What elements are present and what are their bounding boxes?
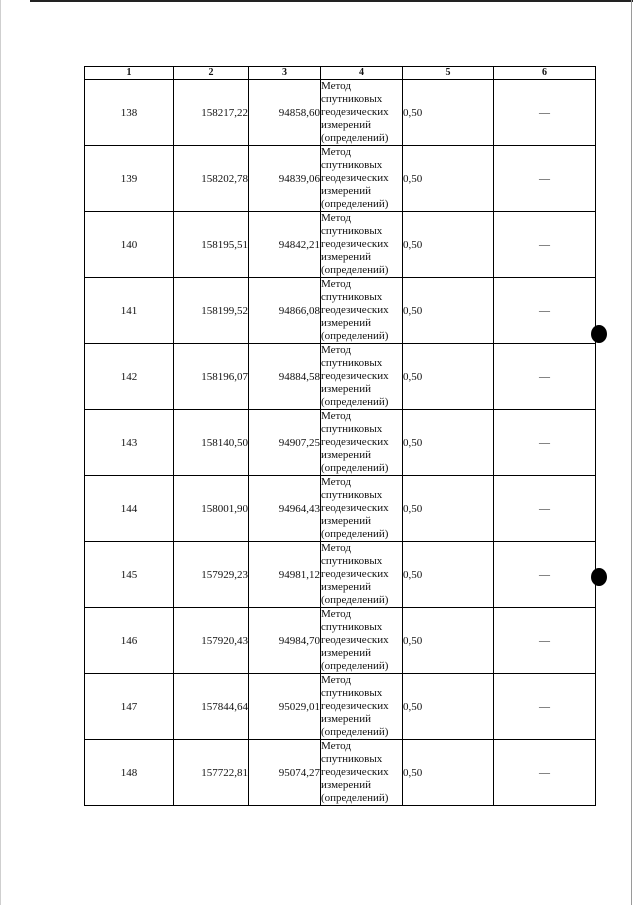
page-left-edge [0,0,1,905]
method-line: измерений [321,713,371,725]
note-cell: — [494,674,596,740]
accuracy-cell: 0,50 [403,344,494,410]
y-coordinate-cell: 94964,43 [249,476,321,542]
method-line: Метод [321,146,351,158]
method-line: измерений [321,317,371,329]
method-line: геодезических [321,304,389,316]
method-cell [321,146,403,212]
point-number-cell: 145 [85,542,174,608]
method-cell [321,278,403,344]
accuracy-cell: 0,50 [403,608,494,674]
method-line: (определений) [321,528,389,540]
accuracy-cell: 0,50 [403,674,494,740]
table-row [85,476,596,542]
coordinates-table [84,66,596,806]
method-line: (определений) [321,264,389,276]
accuracy-cell: 0,50 [403,476,494,542]
x-coordinate-cell: 158140,50 [174,410,249,476]
accuracy-cell: 0,50 [403,212,494,278]
method-line: Метод [321,212,351,224]
point-number-cell: 140 [85,212,174,278]
method-line: (определений) [321,198,389,210]
column-header-6: 6 [494,67,596,80]
note-cell: — [494,476,596,542]
y-coordinate-cell: 94884,58 [249,344,321,410]
point-number-cell: 139 [85,146,174,212]
table-row [85,410,596,476]
point-number-cell: 138 [85,80,174,146]
method-line: измерений [321,185,371,197]
x-coordinate-cell: 158202,78 [174,146,249,212]
x-coordinate-cell: 157920,43 [174,608,249,674]
column-header-1: 1 [85,67,174,80]
method-line: спутниковых [321,93,383,105]
page-right-edge [631,0,632,905]
column-header-2: 2 [174,67,249,80]
note-cell: — [494,344,596,410]
note-cell: — [494,410,596,476]
x-coordinate-cell: 157844,64 [174,674,249,740]
column-header-4: 4 [321,67,403,80]
accuracy-cell: 0,50 [403,740,494,806]
method-cell [321,608,403,674]
method-line: геодезических [321,634,389,646]
note-cell: — [494,608,596,674]
note-cell: — [494,740,596,806]
method-line: измерений [321,647,371,659]
method-line: геодезических [321,172,389,184]
point-number-cell: 147 [85,674,174,740]
method-line: Метод [321,476,351,488]
method-line: Метод [321,278,351,290]
method-line: (определений) [321,792,389,804]
table-row [85,278,596,344]
method-cell [321,476,403,542]
column-header-3: 3 [249,67,321,80]
note-cell: — [494,80,596,146]
method-line: геодезических [321,568,389,580]
point-number-cell: 142 [85,344,174,410]
y-coordinate-cell: 95029,01 [249,674,321,740]
method-line: Метод [321,608,351,620]
y-coordinate-cell: 94984,70 [249,608,321,674]
method-line: измерений [321,779,371,791]
x-coordinate-cell: 157722,81 [174,740,249,806]
method-cell [321,410,403,476]
note-cell: — [494,212,596,278]
point-number-cell: 143 [85,410,174,476]
method-line: измерений [321,383,371,395]
method-line: (определений) [321,462,389,474]
point-number-cell: 146 [85,608,174,674]
point-number-cell: 144 [85,476,174,542]
method-line: спутниковых [321,291,383,303]
x-coordinate-cell: 158195,51 [174,212,249,278]
x-coordinate-cell: 158196,07 [174,344,249,410]
column-header-5: 5 [403,67,494,80]
method-line: измерений [321,119,371,131]
note-cell: — [494,278,596,344]
method-line: измерений [321,581,371,593]
method-cell [321,212,403,278]
y-coordinate-cell: 94907,25 [249,410,321,476]
table-row [85,80,596,146]
method-line: измерений [321,251,371,263]
method-line: (определений) [321,594,389,606]
accuracy-cell: 0,50 [403,278,494,344]
method-line: спутниковых [321,753,383,765]
x-coordinate-cell: 158199,52 [174,278,249,344]
y-coordinate-cell: 94981,12 [249,542,321,608]
page-top-edge [30,0,633,2]
method-line: Метод [321,80,351,92]
method-line: геодезических [321,106,389,118]
method-line: (определений) [321,132,389,144]
accuracy-cell: 0,50 [403,542,494,608]
x-coordinate-cell: 158217,22 [174,80,249,146]
method-cell [321,344,403,410]
note-cell: — [494,146,596,212]
method-line: спутниковых [321,357,383,369]
table-row [85,542,596,608]
x-coordinate-cell: 158001,90 [174,476,249,542]
accuracy-cell: 0,50 [403,80,494,146]
accuracy-cell: 0,50 [403,410,494,476]
method-cell [321,740,403,806]
method-line: (определений) [321,330,389,342]
method-line: спутниковых [321,687,383,699]
y-coordinate-cell: 94858,60 [249,80,321,146]
table-row [85,146,596,212]
method-line: измерений [321,449,371,461]
point-number-cell: 148 [85,740,174,806]
table-row [85,608,596,674]
note-cell: — [494,542,596,608]
table-header-row [85,67,596,80]
method-line: Метод [321,740,351,752]
method-line: спутниковых [321,555,383,567]
method-line: измерений [321,515,371,527]
method-line: геодезических [321,766,389,778]
method-line: (определений) [321,660,389,672]
y-coordinate-cell: 94866,08 [249,278,321,344]
accuracy-cell: 0,50 [403,146,494,212]
method-line: спутниковых [321,489,383,501]
method-line: Метод [321,344,351,356]
method-line: геодезических [321,700,389,712]
x-coordinate-cell: 157929,23 [174,542,249,608]
y-coordinate-cell: 94839,06 [249,146,321,212]
method-cell [321,80,403,146]
table-row [85,674,596,740]
method-line: Метод [321,674,351,686]
method-line: (определений) [321,726,389,738]
method-line: Метод [321,542,351,554]
method-line: геодезических [321,436,389,448]
y-coordinate-cell: 95074,27 [249,740,321,806]
method-line: спутниковых [321,225,383,237]
method-cell [321,674,403,740]
table-body [85,80,596,806]
method-cell [321,542,403,608]
table-row [85,344,596,410]
method-line: (определений) [321,396,389,408]
method-line: геодезических [321,370,389,382]
method-line: геодезических [321,238,389,250]
point-number-cell: 141 [85,278,174,344]
method-line: Метод [321,410,351,422]
method-line: спутниковых [321,423,383,435]
method-line: спутниковых [321,621,383,633]
method-line: геодезических [321,502,389,514]
y-coordinate-cell: 94842,21 [249,212,321,278]
table-row [85,212,596,278]
method-line: спутниковых [321,159,383,171]
table-row [85,740,596,806]
